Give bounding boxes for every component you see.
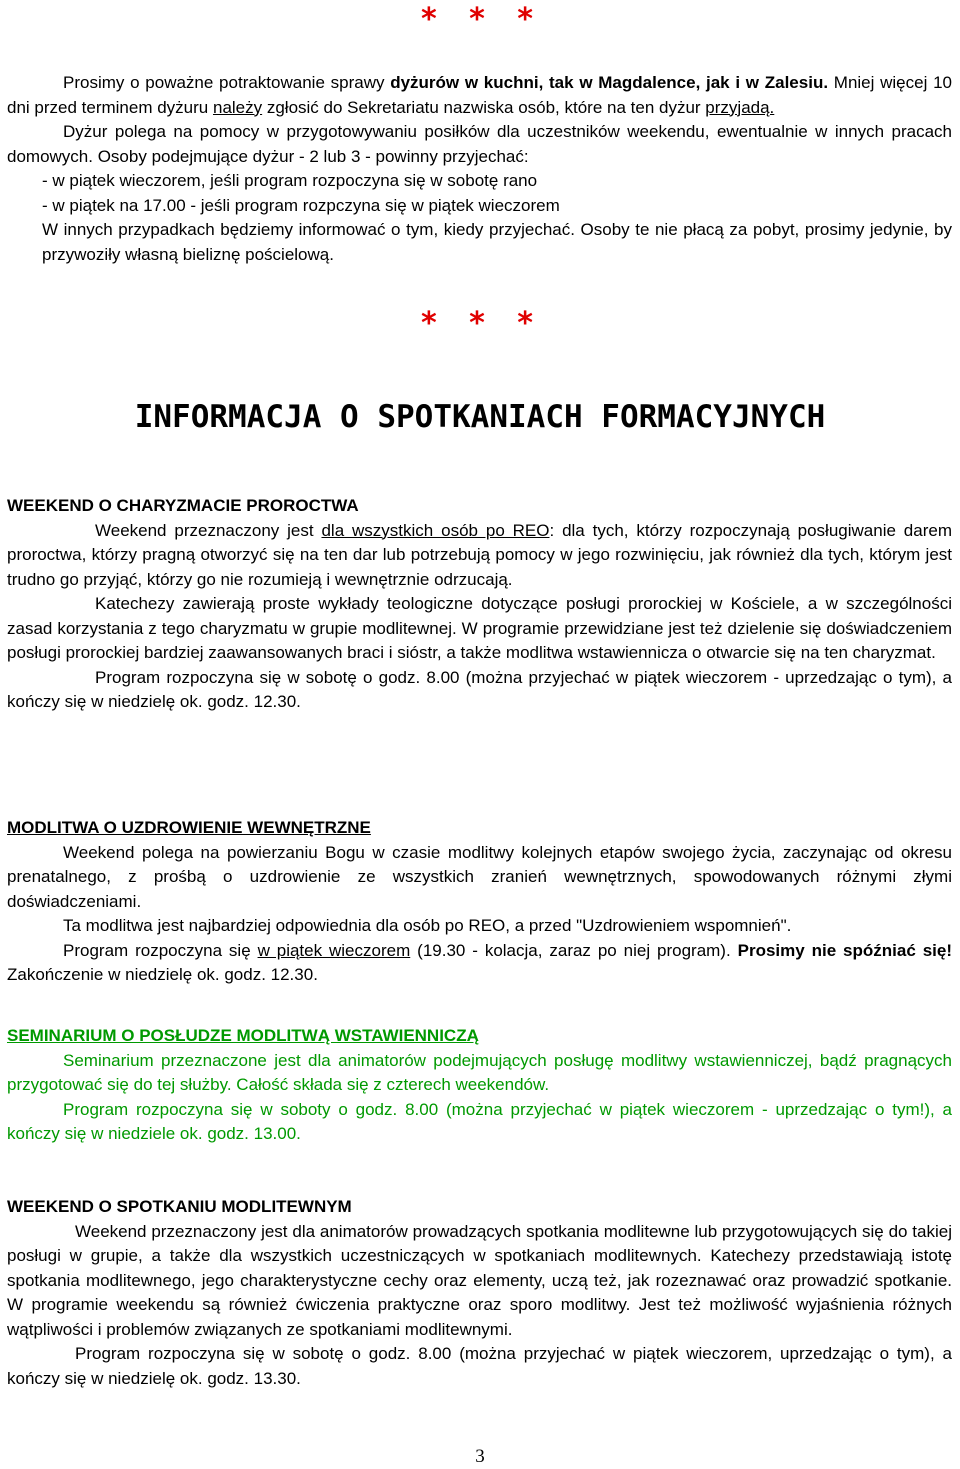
top-separator-stars: * * * xyxy=(419,2,541,37)
section-paragraph: Weekend polega na powierzaniu Bogu w czasie modlitwy kolejnych etapów swojego życia, zaczynając od okresu prenatalnego, z prośbą o uzdrowienie ze wszystkich zranień wewnętrznych, spowodowanych różnymi złymi doświadczeniami. xyxy=(7,842,952,911)
middle-separator-stars: * * * xyxy=(419,306,541,341)
section-prophecy xyxy=(7,494,952,715)
kitchen-duty-paragraph-1: Prosimy o poważne potraktowanie sprawy dyżurów w kuchni, tak w Magdalence, jak i w Zalesiu. Mniej więcej 10 dni przed terminem dyżuru należy zgłosić do Sekretariatu nazwiska osób, które na ten dyżur przyjadą. xyxy=(7,73,952,117)
section-paragraph: Weekend przeznaczony jest dla animatorów prowadzących spotkania modlitewne lub przygotowujących się do takiej posługi w grupie, a także dla wszystkich uczestniczących w spotkaniach modlitewnych. Katechezy przedstawiają istotę spotkania modlitewnego, jego charakterystyczne cechy oraz elementy, uczą też, jak rozeznawać oraz prowadzić spotkanie. W programie weekendu są również ćwiczenia praktyczne oraz sporo modlitwy. Jest też możliwość wyjaśnienia różnych wątpliwości i problemów związanych ze spotkaniami modlitewnymi. xyxy=(7,1221,952,1339)
section-paragraph: Program rozpoczyna się w soboty o godz. 8.00 (można przyjechać w piątek wieczorem - uprzedzając o tym!), a kończy się w niedziele ok. godz. 13.00. xyxy=(7,1099,952,1143)
page-number: 3 xyxy=(475,1446,485,1467)
section-paragraph: Seminarium przeznaczone jest dla animatorów podejmujących posługę modlitwy wstawienniczej, bądź pragnących przygotować się do tej służby. Całość składa się z czterech weekendów. xyxy=(7,1050,952,1094)
kitchen-duty-block xyxy=(7,71,952,267)
kitchen-duty-paragraph-2: Dyżur polega na pomocy w przygotowywaniu posiłków dla uczestników weekendu, ewentualnie w innych pracach domowych. Osoby podejmujące dyżur - 2 lub 3 - powinny przyjechać: xyxy=(7,122,952,166)
section-inner-healing xyxy=(7,816,952,988)
section-prayer-meeting xyxy=(7,1195,952,1391)
arrival-times-list xyxy=(42,169,952,267)
section-paragraph: Ta modlitwa jest najbardziej odpowiednia dla osób po REO, a przed "Uzdrowieniem wspomnień". xyxy=(63,916,792,935)
main-title: INFORMACJA O SPOTKANIACH FORMACYJNYCH xyxy=(134,399,826,435)
section-paragraph: Program rozpoczyna się w sobotę o godz. 8.00 (można przyjechać w piątek wieczorem - uprzedzając o tym), a kończy się w niedzielę ok. godz. 12.30. xyxy=(7,667,952,711)
section-heading: MODLITWA O UZDROWIENIE WEWNĘTRZNE xyxy=(7,818,371,837)
section-heading: WEEKEND O SPOTKANIU MODLITEWNYM xyxy=(7,1197,352,1216)
list-item: - w piątek na 17.00 - jeśli program rozpczyna się w piątek wieczorem xyxy=(42,195,560,215)
section-paragraph: Katechezy zawierają proste wykłady teologiczne dotyczące posługi prorockiej w Kościele, a w szczególności zasad korzystania z tego charyzmatu w grupie modlitewnej. W programie przewidziane jest też dzielenie się doświadczeniem posługi prorockiej bardziej zaawansowanych braci i sióstr, a także modlitwa wstawiennicza o otwarcie się na ten charyzmat. xyxy=(7,594,952,662)
section-intercession-seminar xyxy=(7,1024,952,1147)
section-heading: WEEKEND O CHARYZMACIE PROROCTWA xyxy=(7,496,359,515)
kitchen-duty-paragraph-3: W innych przypadkach będziemy informować o tym, kiedy przyjechać. Osoby te nie płacą za pobyt, prosimy jedynie, by przywoziły własną bieliznę pościelową. xyxy=(42,220,953,264)
section-heading: SEMINARIUM O POSŁUDZE MODLITWĄ WSTAWIENNICZĄ xyxy=(7,1026,479,1045)
section-paragraph: Program rozpoczyna się w piątek wieczorem (19.30 - kolacja, zaraz po niej program). Prosimy nie spóźniać się! Zakończenie w niedzielę ok. godz. 12.30. xyxy=(7,940,952,984)
section-paragraph: Weekend przeznaczony jest dla wszystkich osób po REO: dla tych, którzy rozpoczynają posługiwanie darem proroctwa, którzy pragną otworzyć się na ten dar lub potrzebują pomocy w jego rozwinięciu, jak również dla tych, którym jest trudno go przyjąć, którzy go nie rozumieją i wewnętrznie odrzucają. xyxy=(7,520,952,589)
section-paragraph: Program rozpoczyna się w sobotę o godz. 8.00 (można przyjechać w piątek wieczorem, uprzedzając o tym), a kończy się w niedzielę ok. godz. 13.30. xyxy=(7,1344,952,1388)
list-item: - w piątek wieczorem, jeśli program rozpoczyna się w sobotę rano xyxy=(42,171,538,190)
